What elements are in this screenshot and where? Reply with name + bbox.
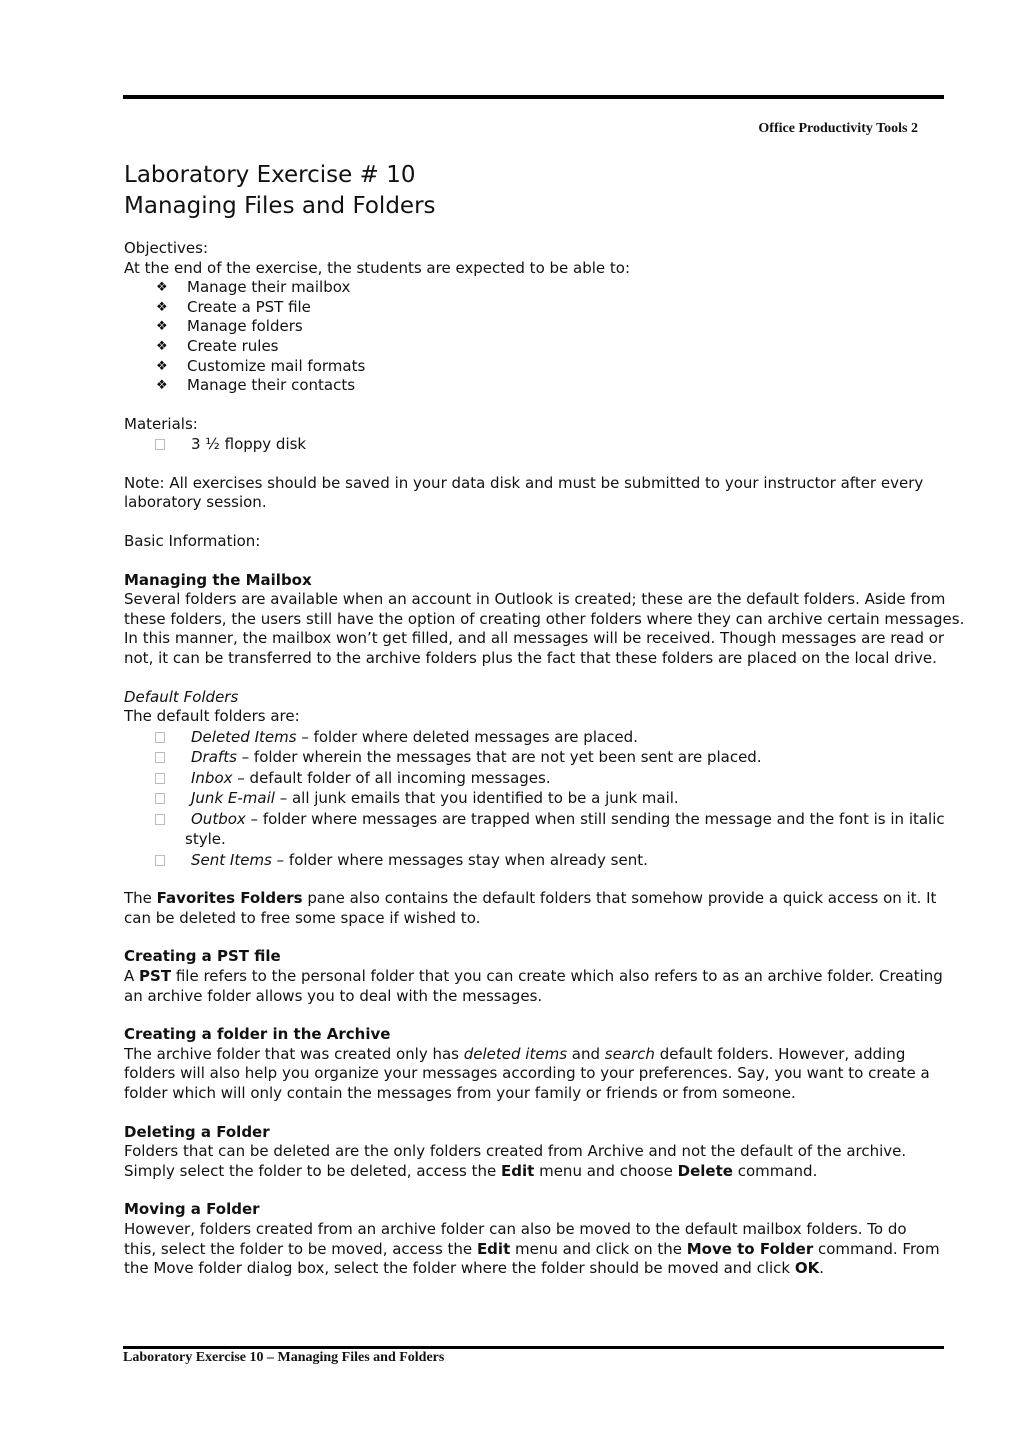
list-item: Sent Items – folder where messages stay when already sent. [155,850,970,871]
footer-rule [123,1346,944,1349]
bullet-box-icon [155,752,165,763]
list-item: ❖ Customize mail formats [156,356,366,375]
section-heading-deleting: Deleting a Folder [124,1122,270,1141]
moving-paragraph: However, folders created from an archive folder can also be moved to the default mailbox folders. To do this, select the folder to be moved, access the Edit menu and click on the Move to Folder command. From the Move folder dialog box, select the folder where the folder should be moved and click OK. [124,1220,940,1278]
list-item: 3 ½ floppy disk [155,434,970,455]
section-heading-archive-folder: Creating a folder in the Archive [124,1025,391,1044]
section-heading-default-folders: Default Folders [124,687,239,706]
bullet-box-icon [155,855,165,866]
bullet-diamond-icon: ❖ [156,338,168,354]
list-item: Outbox – folder where messages are trapped when still sending the message and the font is in italic style. [155,809,970,850]
deleting-paragraph: Folders that can be deleted are the only folders created from Archive and not the default of the archive. Simply select the folder to be deleted, access the Edit menu and choose Delete command. [124,1142,907,1180]
basic-information-label: Basic Information: [124,532,261,551]
objectives-label: Objectives: [124,239,208,257]
bullet-diamond-icon: ❖ [156,280,168,296]
section-heading-mailbox: Managing the Mailbox [124,570,312,589]
list-item: Drafts – folder wherein the messages that are not yet been sent are placed. [155,747,970,768]
materials-label: Materials: [124,414,198,433]
bullet-box-icon [155,732,165,743]
objectives-list [124,278,970,396]
bullet-box-icon [155,439,165,450]
pst-paragraph: A PST file refers to the personal folder that you can create which also refers to as an archive folder. Creating an archive folder allows you to deal with the messages. [124,967,943,1005]
list-item: Inbox – default folder of all incoming messages. [155,768,970,789]
default-folders-list [124,727,970,871]
document-body [124,160,970,1279]
document-title [124,160,970,222]
header-rule [123,95,944,99]
list-item: Junk E-mail – all junk emails that you identified to be a junk mail. [155,788,970,809]
objectives-intro: At the end of the exercise, the students are expected to be able to: [124,258,631,277]
bullet-diamond-icon: ❖ [156,378,168,394]
list-item: Deleted Items – folder where deleted messages are placed. [155,727,970,748]
list-item: ❖ Manage their contacts [156,376,356,395]
bullet-diamond-icon: ❖ [156,358,168,374]
running-header: Office Productivity Tools 2 [758,121,918,136]
bullet-diamond-icon: ❖ [156,319,168,335]
title-line-2: Managing Files and Folders [124,193,436,219]
section-heading-pst: Creating a PST file [124,947,281,966]
bullet-diamond-icon: ❖ [156,299,168,315]
mailbox-paragraph: Several folders are available when an account in Outlook is created; these are the default folders. Aside from these folders, the users still have the option of creating other folders where they can archive certain messages. In this manner, the mailbox won’t get filled, and all messages will be received. Though messages are read or not, it can be transferred to the archive folders plus the fact that these folders are placed on the local drive. [124,590,965,667]
list-item: ❖ Manage folders [156,317,303,336]
list-item: ❖ Manage their mailbox [156,278,351,297]
section-heading-moving: Moving a Folder [124,1200,260,1219]
running-footer: Laboratory Exercise 10 – Managing Files and Folders [123,1350,445,1365]
archive-folder-paragraph: The archive folder that was created only has deleted items and search default folders. However, adding folders will also help you organize your messages according to your preferences. Say, you want to create a folder which will only contain the messages from your family or friends or from someone. [124,1044,930,1103]
favorites-paragraph: The Favorites Folders pane also contains the default folders that somehow provide a quick access on it. It can be deleted to free some space if wished to. [124,889,937,927]
title-line-1: Laboratory Exercise # 10 [124,162,416,188]
bullet-box-icon [155,793,165,804]
default-folders-intro: The default folders are: [124,707,300,726]
list-item: ❖ Create rules [156,336,279,355]
bullet-box-icon [155,773,165,784]
materials-list [124,434,970,455]
list-item: ❖ Create a PST file [156,297,311,316]
note-paragraph: Note: All exercises should be saved in your data disk and must be submitted to your instructor after every laboratory session. [124,473,924,512]
bullet-box-icon [155,814,165,825]
